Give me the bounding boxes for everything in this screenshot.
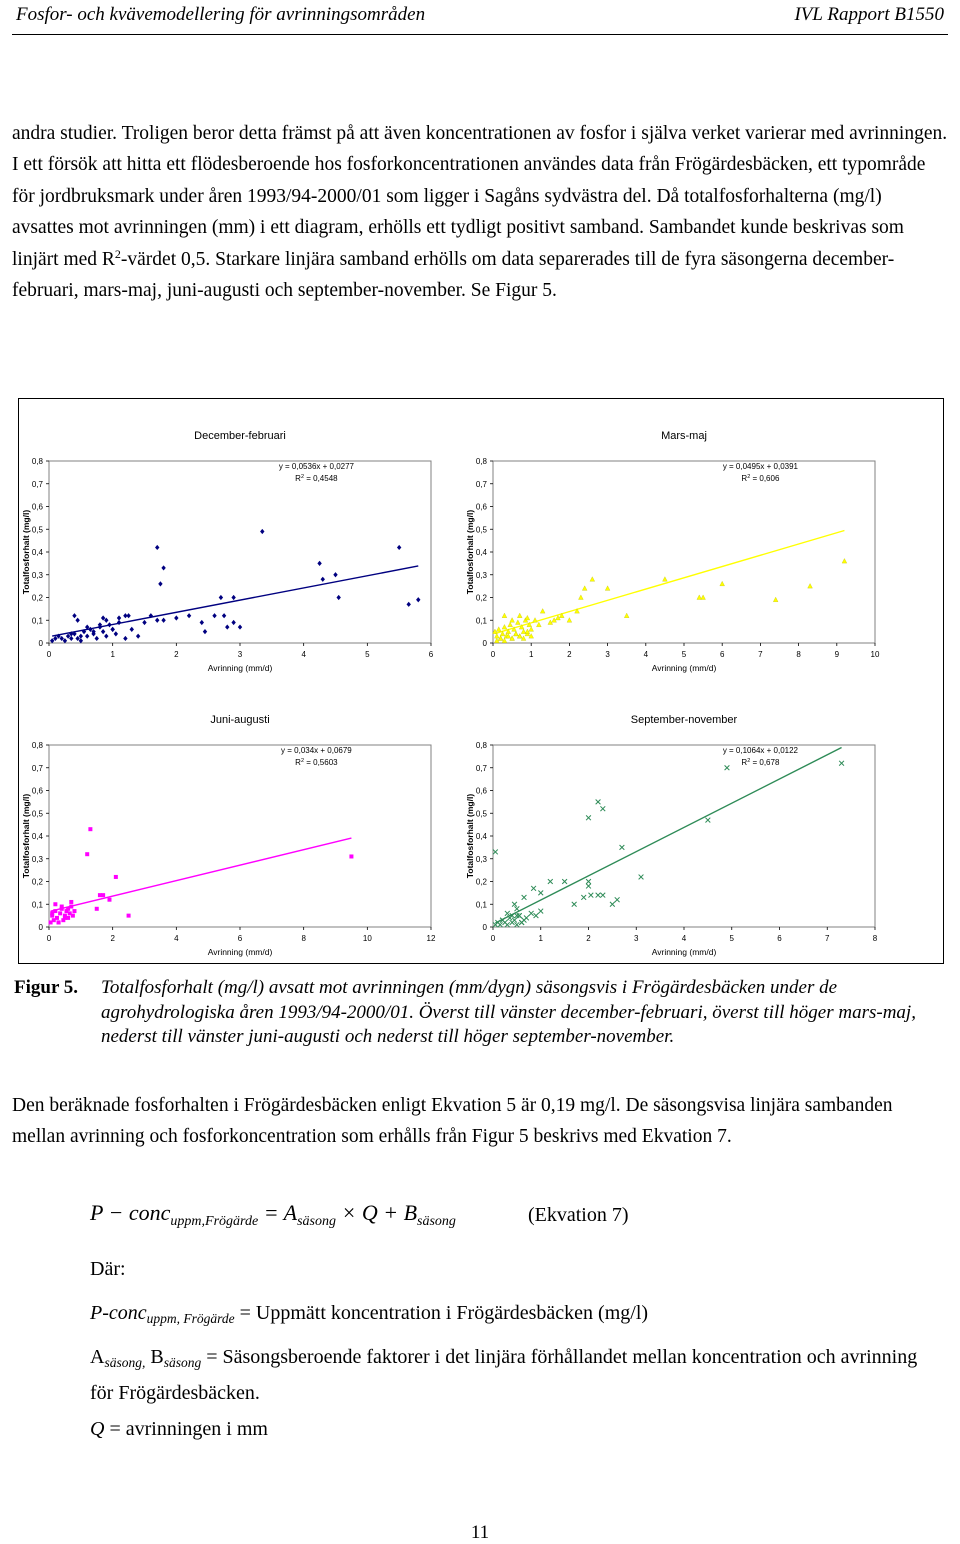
y-tick-label: 0 [482,639,487,648]
r2-prefix: R [741,758,748,767]
x-tick-label: 12 [426,934,436,943]
y-axis-label: Totalfosforhalt (mg/l) [21,509,31,595]
y-tick-label: 0,8 [31,457,43,466]
y-tick-label: 0,3 [475,570,487,580]
y-tick-label: 0,2 [31,593,43,603]
data-point [57,920,61,924]
dar-label: Där: [90,1258,126,1280]
body-paragraph [12,118,948,306]
y-tick-label: 0 [38,639,43,648]
x-tick-label: 6 [237,934,243,943]
data-point [107,898,111,902]
def2-b-sub: säsong [163,1355,202,1370]
running-header [16,4,944,30]
header-rule [12,34,948,35]
y-tick-label: 0,3 [31,570,43,580]
y-tick-label: 0,5 [31,525,43,535]
eq-times: × Q + B [335,1200,418,1225]
def1-rest: = Uppmätt koncentration i Frögärdesbäcken (mg/l) [234,1302,649,1324]
x-tick-label: 6 [719,650,725,659]
p1-text-a: andra studier. Troligen beror detta främst på att även koncentrationen av fosfor i själva verket varierar med avrinningen. I ett försök att hitta ett flödesberoende hos fosforkoncentrationen användes data från Frögärdesbäcken, ett typområde för jordbruksmark under åren 1993/94-2000/01 som ligger i Sagåns sydvästra del. Då totalfosforhalterna (mg/l) avsattes mot avrinningen (mm) i ett diagram, erhölls ett tydligt positivt samband. Sambandet kunde beskrivas som linjärt med R [12,123,948,270]
plot-area [493,745,875,927]
y-tick-label: 0,7 [31,763,43,773]
y-tick-label: 0,5 [31,809,43,819]
x-tick-label: 0 [46,934,52,943]
chart-title: December-februari [194,430,286,442]
r2-sup: 2 [300,474,305,480]
y-tick-label: 0,7 [475,479,487,489]
trend-equation: y = 0,0536x + 0,0277 [278,462,354,471]
y-axis-label: Totalfosforhalt (mg/l) [465,509,475,595]
x-tick-label: 5 [365,650,370,659]
y-tick-label: 0,1 [31,616,43,626]
y-tick-label: 0,3 [475,854,487,864]
x-tick-label: 0 [46,650,52,659]
trend-r2 [741,758,780,767]
x-tick-label: 7 [758,650,763,659]
x-axis-label: Avrinning (mm/d) [207,947,273,957]
x-axis-label: Avrinning (mm/d) [651,947,717,957]
y-axis-label: Totalfosforhalt (mg/l) [21,793,31,879]
r2-sup: 2 [747,474,751,480]
data-point [69,900,73,904]
y-tick-label: 0,6 [475,786,487,796]
figure-label: Figur 5. [14,977,79,998]
x-tick-label: 1 [538,934,543,943]
definition-a-b [90,1342,940,1409]
data-point [50,911,54,915]
x-tick-label: 9 [834,650,840,659]
y-tick-label: 0,6 [31,786,43,796]
x-tick-label: 6 [777,934,782,943]
r2-value: = 0,678 [750,758,780,767]
y-tick-label: 0 [482,923,487,932]
r2-value: = 0,606 [750,474,780,483]
def2-a: A [90,1346,105,1368]
x-tick-label: 10 [362,934,372,943]
eq-lhs: P − conc [90,1200,171,1225]
def2-b: B [145,1346,164,1368]
y-axis-label: Totalfosforhalt (mg/l) [465,793,475,879]
data-point [55,916,59,920]
y-tick-label: 0,2 [475,877,487,887]
x-tick-label: 8 [872,934,878,943]
y-tick-label: 0,5 [475,809,487,819]
x-tick-label: 0 [490,650,496,659]
def1-main: P-conc [90,1302,147,1324]
eq-eq: = A [258,1200,298,1225]
data-point [58,911,62,915]
y-tick-label: 0,8 [475,457,487,466]
x-tick-label: 3 [605,650,610,659]
p1-text-b: -värdet 0,5. Starkare linjära samband erhölls om data separerades till de fyra säsongerna december-februari, mars-maj, juni-augusti och september-november. Se Figur 5. [12,248,895,302]
x-tick-label: 0 [490,934,496,943]
x-tick-label: 10 [870,650,880,659]
y-tick-label: 0,2 [475,593,487,603]
figure-caption [14,976,944,1050]
trend-equation: y = 0,034x + 0,0679 [281,746,352,755]
def1-sub: uppm, Frögärde [146,1311,235,1326]
x-tick-label: 7 [825,934,830,943]
p1-sup: 2 [114,246,121,261]
definition-p-conc [90,1298,940,1334]
x-tick-label: 4 [301,650,306,659]
data-point [101,893,105,897]
data-point [88,827,92,831]
header-report: IVL Rapport B1550 [794,4,944,25]
y-tick-label: 0,4 [475,832,487,841]
x-tick-label: 3 [237,650,243,659]
data-point [127,914,131,918]
data-point [85,852,89,856]
y-tick-label: 0,2 [31,877,43,887]
r2-sup: 2 [300,758,305,764]
y-tick-label: 0,5 [475,525,487,535]
chart-panel-2 [465,430,880,673]
equation-label: (Ekvation 7) [528,1204,629,1226]
data-point [53,902,57,906]
def3-rest: = avrinningen i mm [104,1418,268,1440]
data-point [72,909,76,913]
data-point [60,905,64,909]
chart-title: Juni-augusti [210,714,270,726]
y-tick-label: 0,8 [475,741,487,750]
r2-prefix: R [295,474,301,483]
eq-a-sub: säsong [297,1214,336,1229]
trend-equation: y = 0,1064x + 0,0122 [722,746,798,755]
data-point [63,916,67,920]
para2-text: Den beräknade fosforhalten i Frögärdesbäcken enligt Ekvation 5 är 0,19 mg/l. De säsongsvisa linjära sambanden mellan avrinning och fosforkoncentration som erhålls från Figur 5 beskrivs med Ekvation 7. [12,1095,893,1148]
data-point [349,854,353,858]
trend-equation: y = 0,0495x + 0,0391 [722,462,798,471]
x-tick-label: 1 [110,650,115,659]
r2-sup: 2 [747,758,751,764]
chart-panel-4 [465,714,878,957]
r2-value: = 0,4548 [304,474,338,483]
definition-q [90,1414,940,1445]
y-tick-label: 0,1 [475,616,487,626]
r2-prefix: R [295,758,301,767]
x-tick-label: 4 [643,650,649,659]
figure-caption-text: Totalfosforhalt (mg/l) avsatt mot avrinningen (mm/dygn) säsongsvis i Frögärdesbäcken under de agrohydrologiska åren 1993/94-2000/01. Överst till vänster december-februari, överst till höger mars-maj, nederst till vänster juni-augusti och nederst till höger september-november. [101,977,916,1047]
equation-7 [90,1200,456,1230]
y-tick-label: 0,3 [31,854,43,864]
plot-area [493,461,875,643]
y-tick-label: 0,4 [31,832,43,841]
x-tick-label: 5 [729,934,734,943]
y-tick-label: 0,8 [31,741,43,750]
x-tick-label: 2 [174,650,179,659]
x-tick-label: 5 [681,650,687,659]
x-tick-label: 2 [110,934,115,943]
eq-lhs-sub: uppm,Frögärde [170,1214,259,1229]
y-tick-label: 0,7 [31,479,43,489]
y-tick-label: 0,6 [31,502,43,512]
data-point [114,875,118,879]
def3-q: Q [90,1418,105,1440]
def2-a-sub: säsong, [104,1355,146,1370]
y-tick-label: 0,4 [475,548,487,557]
x-tick-label: 4 [174,934,179,943]
x-tick-label: 8 [301,934,306,943]
r2-prefix: R [741,474,748,483]
x-tick-label: 3 [634,934,639,943]
header-title: Fosfor- och kvävemodellering för avrinningsområden [16,4,426,25]
y-tick-label: 0,1 [475,900,487,910]
x-axis-label: Avrinning (mm/d) [207,663,273,673]
y-tick-label: 0 [38,923,43,932]
data-point [66,907,70,911]
page-number: 11 [470,1522,490,1543]
x-tick-label: 2 [567,650,572,659]
x-tick-label: 4 [681,934,687,943]
chart-panel-1 [21,430,434,673]
y-tick-label: 0,4 [31,548,43,557]
x-tick-label: 2 [586,934,591,943]
x-tick-label: 6 [428,650,434,659]
eq-b-sub: säsong [417,1214,456,1229]
plot-area [49,745,431,927]
data-point [71,914,75,918]
y-tick-label: 0,7 [475,763,487,773]
plot-area [49,461,431,643]
x-tick-label: 1 [528,650,534,659]
def2-rest: = Säsongsberoende faktorer i det linjära förhållandet mellan koncentration och avrinning för Frögärdesbäcken. [90,1346,918,1404]
chart-panel-3 [21,714,436,957]
chart-title: Mars-maj [661,430,707,442]
trend-r2 [741,474,780,483]
r2-value: = 0,5603 [304,758,338,767]
figure-charts [19,399,943,963]
body-paragraph-2 [12,1090,942,1153]
figure-frame [18,398,944,964]
x-axis-label: Avrinning (mm/d) [651,663,717,673]
y-tick-label: 0,1 [31,900,43,910]
chart-title: September-november [630,714,738,726]
y-tick-label: 0,6 [475,502,487,512]
data-point [95,907,99,911]
x-tick-label: 8 [796,650,801,659]
